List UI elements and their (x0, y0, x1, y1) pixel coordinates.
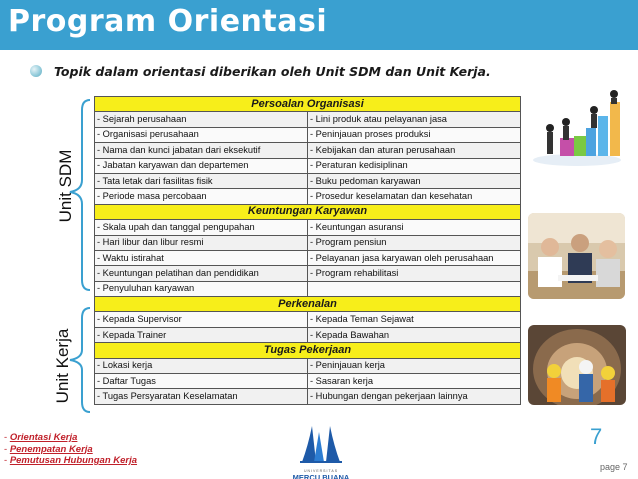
office-meeting-photo (528, 213, 625, 299)
table-cell-left: - Sejarah perusahaan (95, 112, 308, 127)
table-row (95, 358, 521, 373)
table-cell-right: - Kebijakan dan aturan perusahaan (308, 143, 521, 158)
table-cell-left: - Tata letak dari fasilitas fisik (95, 173, 308, 188)
subtitle-row (30, 61, 491, 81)
unit-sdm-label: Unit SDM (56, 149, 75, 223)
unit-kerja-label: Unit Kerja (53, 328, 72, 404)
footer-item[interactable]: - Pemutusan Hubungan Kerja (4, 455, 138, 466)
tunnel-workers-photo (528, 325, 626, 405)
logo-emblem-icon (298, 424, 344, 464)
table-cell-right: - Kepada Teman Sejawat (308, 312, 521, 327)
footer-item[interactable]: - Orientasi Kerja (4, 432, 78, 443)
table-cell-right: - Peraturan kedisiplinan (308, 158, 521, 173)
subtitle-text: Topik dalam orientasi diberikan oleh Unit SDM dan Unit Kerja. (54, 63, 491, 79)
table-row (95, 374, 521, 389)
table-row (95, 281, 521, 296)
table-cell-right: - Pelayanan jasa karyawan oleh perusahaan (308, 250, 521, 265)
page-label: page 7 (600, 462, 628, 472)
slide-title: Program Orientasi (8, 4, 328, 39)
bullet-icon (30, 65, 42, 77)
table-cell-right: - Sasaran kerja (308, 374, 521, 389)
table-row (95, 250, 521, 265)
slide-number: 7 (590, 424, 603, 449)
table-cell-left: - Kepada Supervisor (95, 312, 308, 327)
tunnel-workers-illustration (528, 325, 626, 405)
orientation-table (94, 96, 521, 405)
table-row (95, 327, 521, 342)
section-header: Keuntungan Karyawan (95, 204, 521, 219)
table-cell-left: - Hari libur dan libur resmi (95, 235, 308, 250)
section-header-row (95, 343, 521, 358)
table-cell-right: - Program pensiun (308, 235, 521, 250)
table-cell-left: - Kepada Trainer (95, 327, 308, 342)
office-meeting-illustration (528, 213, 625, 299)
table-cell-right: - Buku pedoman karyawan (308, 173, 521, 188)
table-cell-right: - Kepada Bawahan (308, 327, 521, 342)
table-row (95, 158, 521, 173)
table-cell-left: - Organisasi perusahaan (95, 127, 308, 142)
logo-small-text: UNIVERSITAS (303, 469, 339, 473)
table-row (95, 389, 521, 404)
table-cell-left: - Nama dan kunci jabatan dari eksekutif (95, 143, 308, 158)
table-row (95, 173, 521, 188)
table-row (95, 127, 521, 142)
unit-kerja-bracket (64, 306, 94, 416)
table-cell-right: - Lini produk atau pelayanan jasa (308, 112, 521, 127)
logo-text: MERCU BUANA (292, 473, 350, 479)
table-cell-left: - Daftar Tugas (95, 374, 308, 389)
table-cell-left: - Penyuluhan karyawan (95, 281, 308, 296)
section-header-row (95, 204, 521, 219)
table-cell-left: - Jabatan karyawan dan departemen (95, 158, 308, 173)
table-cell-right: - Hubungan dengan pekerjaan lainnya (308, 389, 521, 404)
footer-item[interactable]: - Penempatan Kerja (4, 443, 93, 455)
table-cell-left: - Tugas Persyaratan Keselamatan (95, 389, 308, 404)
teamwork-chart-photo (530, 88, 625, 168)
table-cell-left: - Periode masa percobaan (95, 189, 308, 204)
footer-topic-list (4, 432, 137, 467)
section-header: Persoalan Organisasi (95, 97, 521, 112)
table-cell-right: - Prosedur keselamatan dan kesehatan (308, 189, 521, 204)
table-cell-left: - Waktu istirahat (95, 250, 308, 265)
title-bar (0, 0, 638, 50)
teamwork-chart-illustration (530, 88, 625, 168)
section-header: Tugas Pekerjaan (95, 343, 521, 358)
table-row (95, 112, 521, 127)
unit-sdm-bracket (64, 96, 94, 296)
table-row (95, 266, 521, 281)
table-cell-right: - Keuntungan asuransi (308, 220, 521, 235)
table-row (95, 235, 521, 250)
section-header-row (95, 97, 521, 112)
table-cell-right: - Peninjauan kerja (308, 358, 521, 373)
table-row (95, 220, 521, 235)
table-cell-right (308, 281, 521, 296)
table-row (95, 143, 521, 158)
table-row (95, 312, 521, 327)
section-header-row (95, 297, 521, 312)
section-header: Perkenalan (95, 297, 521, 312)
table-cell-left: - Lokasi kerja (95, 358, 308, 373)
table-cell-right: - Program rehabilitasi (308, 266, 521, 281)
mercu-buana-logo (292, 424, 350, 479)
table-row (95, 189, 521, 204)
table-cell-left: - Skala upah dan tanggal pengupahan (95, 220, 308, 235)
table-cell-right: - Peninjauan proses produksi (308, 127, 521, 142)
table-cell-left: - Keuntungan pelatihan dan pendidikan (95, 266, 308, 281)
